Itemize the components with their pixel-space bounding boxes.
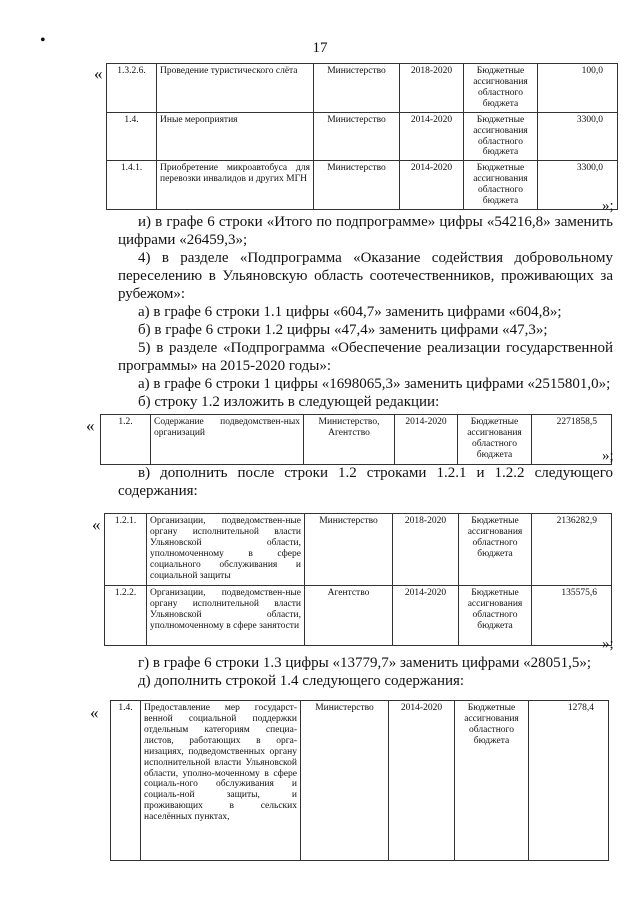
table-2: [100, 414, 612, 465]
table-1: [106, 63, 618, 210]
row-executor: Министерство: [301, 701, 389, 861]
paragraph-5g: г) в графе 6 строки 1.3 цифры «13779,7» заменить цифрами «28051,5»;: [138, 655, 592, 671]
row-source: Бюджетные ассигнования областного бюджета: [464, 64, 538, 113]
row-source: Бюджетные ассигнования областного бюджета: [455, 701, 529, 861]
row-executor: Министерство: [305, 514, 393, 586]
row-amount: 2136282,9: [532, 514, 612, 586]
paragraph-4a: а) в графе 6 строки 1.1 цифры «604,7» заменить цифрами «604,8»;: [138, 304, 562, 320]
row-title: Приобретение микроавтобуса для перевозки инвалидов и других МГН: [157, 161, 314, 210]
quote-close-3: »;: [602, 636, 614, 652]
row-executor: Министерство, Агентство: [304, 415, 395, 465]
row-executor: Министерство: [314, 112, 400, 161]
table-row: [105, 586, 612, 646]
row-title: Организации, подведомствен-ные органу исполнительной власти Ульяновской области, уполномоченному в сфере занятости: [147, 586, 305, 646]
row-number: 1.3.2.6.: [107, 64, 157, 113]
quote-open-1: «: [94, 64, 103, 83]
row-period: 2014-2020: [393, 586, 459, 646]
row-source: Бюджетные ассигнования областного бюджета: [464, 112, 538, 161]
row-number: 1.2.1.: [105, 514, 147, 586]
row-period: 2014-2020: [395, 415, 458, 465]
paragraph-i: и) в графе 6 строки «Итого по подпрограмме» цифры «54216,8» заменить цифрами «26459,3»;: [118, 214, 613, 248]
margin-dot: •: [40, 32, 46, 49]
row-title: Организации, подведомствен-ные органу исполнительной власти Ульяновской области, уполномоченному в сфере социального обслуживания и социальной защиты: [147, 514, 305, 586]
row-source: Бюджетные ассигнования областного бюджета: [459, 586, 532, 646]
table-row: [107, 112, 618, 161]
row-number: 1.4.1.: [107, 161, 157, 210]
table-row: [101, 415, 612, 465]
paragraph-4b: б) в графе 6 строки 1.2 цифры «47,4» заменить цифрами «47,3»;: [138, 322, 548, 338]
row-period: 2014-2020: [400, 161, 464, 210]
table-row: [105, 514, 612, 586]
row-period: 2014-2020: [400, 112, 464, 161]
row-number: 1.4.: [107, 112, 157, 161]
row-amount: 2271858,5: [532, 415, 612, 465]
table-row: [107, 161, 618, 210]
row-executor: Министерство: [314, 161, 400, 210]
paragraph-5v: в) дополнить после строки 1.2 строками 1.2.1 и 1.2.2 следующего содержания:: [118, 465, 613, 499]
row-title: Иные мероприятия: [157, 112, 314, 161]
table-row: [111, 701, 609, 861]
table-row: [107, 64, 618, 113]
row-period: 2018-2020: [393, 514, 459, 586]
row-amount: 135575,6: [532, 586, 612, 646]
row-title: Предоставление мер государст-венной социальной поддержки отдельным категориям специа-листов, работающих в орга-низациях, подведомственных органу исполнительной власти Ульяновской области, уполно-моченному в сфере социаль-ного обслуживания и социаль-ной защиты, и проживающих в сельских населённых пунктах,: [141, 701, 301, 861]
row-executor: Агентство: [305, 586, 393, 646]
row-period: 2014-2020: [389, 701, 455, 861]
page-number: 17: [312, 40, 328, 56]
paragraph-4: 4) в разделе «Подпрограмма «Оказание содействия добровольному переселению в Ульяновскую область соотечественников, проживающих за рубежом»:: [118, 250, 613, 302]
paragraph-5d: д) дополнить строкой 1.4 следующего содержания:: [138, 673, 465, 689]
row-executor: Министерство: [314, 64, 400, 113]
row-amount: 3300,0: [538, 161, 618, 210]
row-amount: 100,0: [538, 64, 618, 113]
row-source: Бюджетные ассигнования областного бюджета: [464, 161, 538, 210]
table-3: [104, 513, 612, 646]
quote-open-3: «: [92, 515, 101, 534]
paragraph-5: 5) в разделе «Подпрограмма «Обеспечение реализации государственной программы» на 2015-2020 годы»:: [118, 340, 613, 374]
row-source: Бюджетные ассигнования областного бюджета: [459, 514, 532, 586]
row-title: Проведение туристического слёта: [157, 64, 314, 113]
table-4: [110, 700, 609, 861]
row-number: 1.2.: [101, 415, 151, 465]
paragraph-5b: б) строку 1.2 изложить в следующей редакции:: [138, 394, 440, 410]
quote-close-2: »;: [602, 448, 614, 464]
row-number: 1.2.2.: [105, 586, 147, 646]
quote-open-2: «: [86, 416, 95, 435]
row-amount: 3300,0: [538, 112, 618, 161]
row-period: 2018-2020: [400, 64, 464, 113]
quote-open-4: «: [90, 703, 99, 722]
row-source: Бюджетные ассигнования областного бюджета: [458, 415, 532, 465]
row-title: Содержание подведомствен-ных организаций: [151, 415, 304, 465]
quote-close-1: »;: [602, 198, 614, 214]
paragraph-5a: а) в графе 6 строки 1 цифры «1698065,3» заменить цифрами «2515801,0»;: [138, 376, 611, 392]
row-number: 1.4.: [111, 701, 141, 861]
row-amount: 1278,4: [529, 701, 609, 861]
